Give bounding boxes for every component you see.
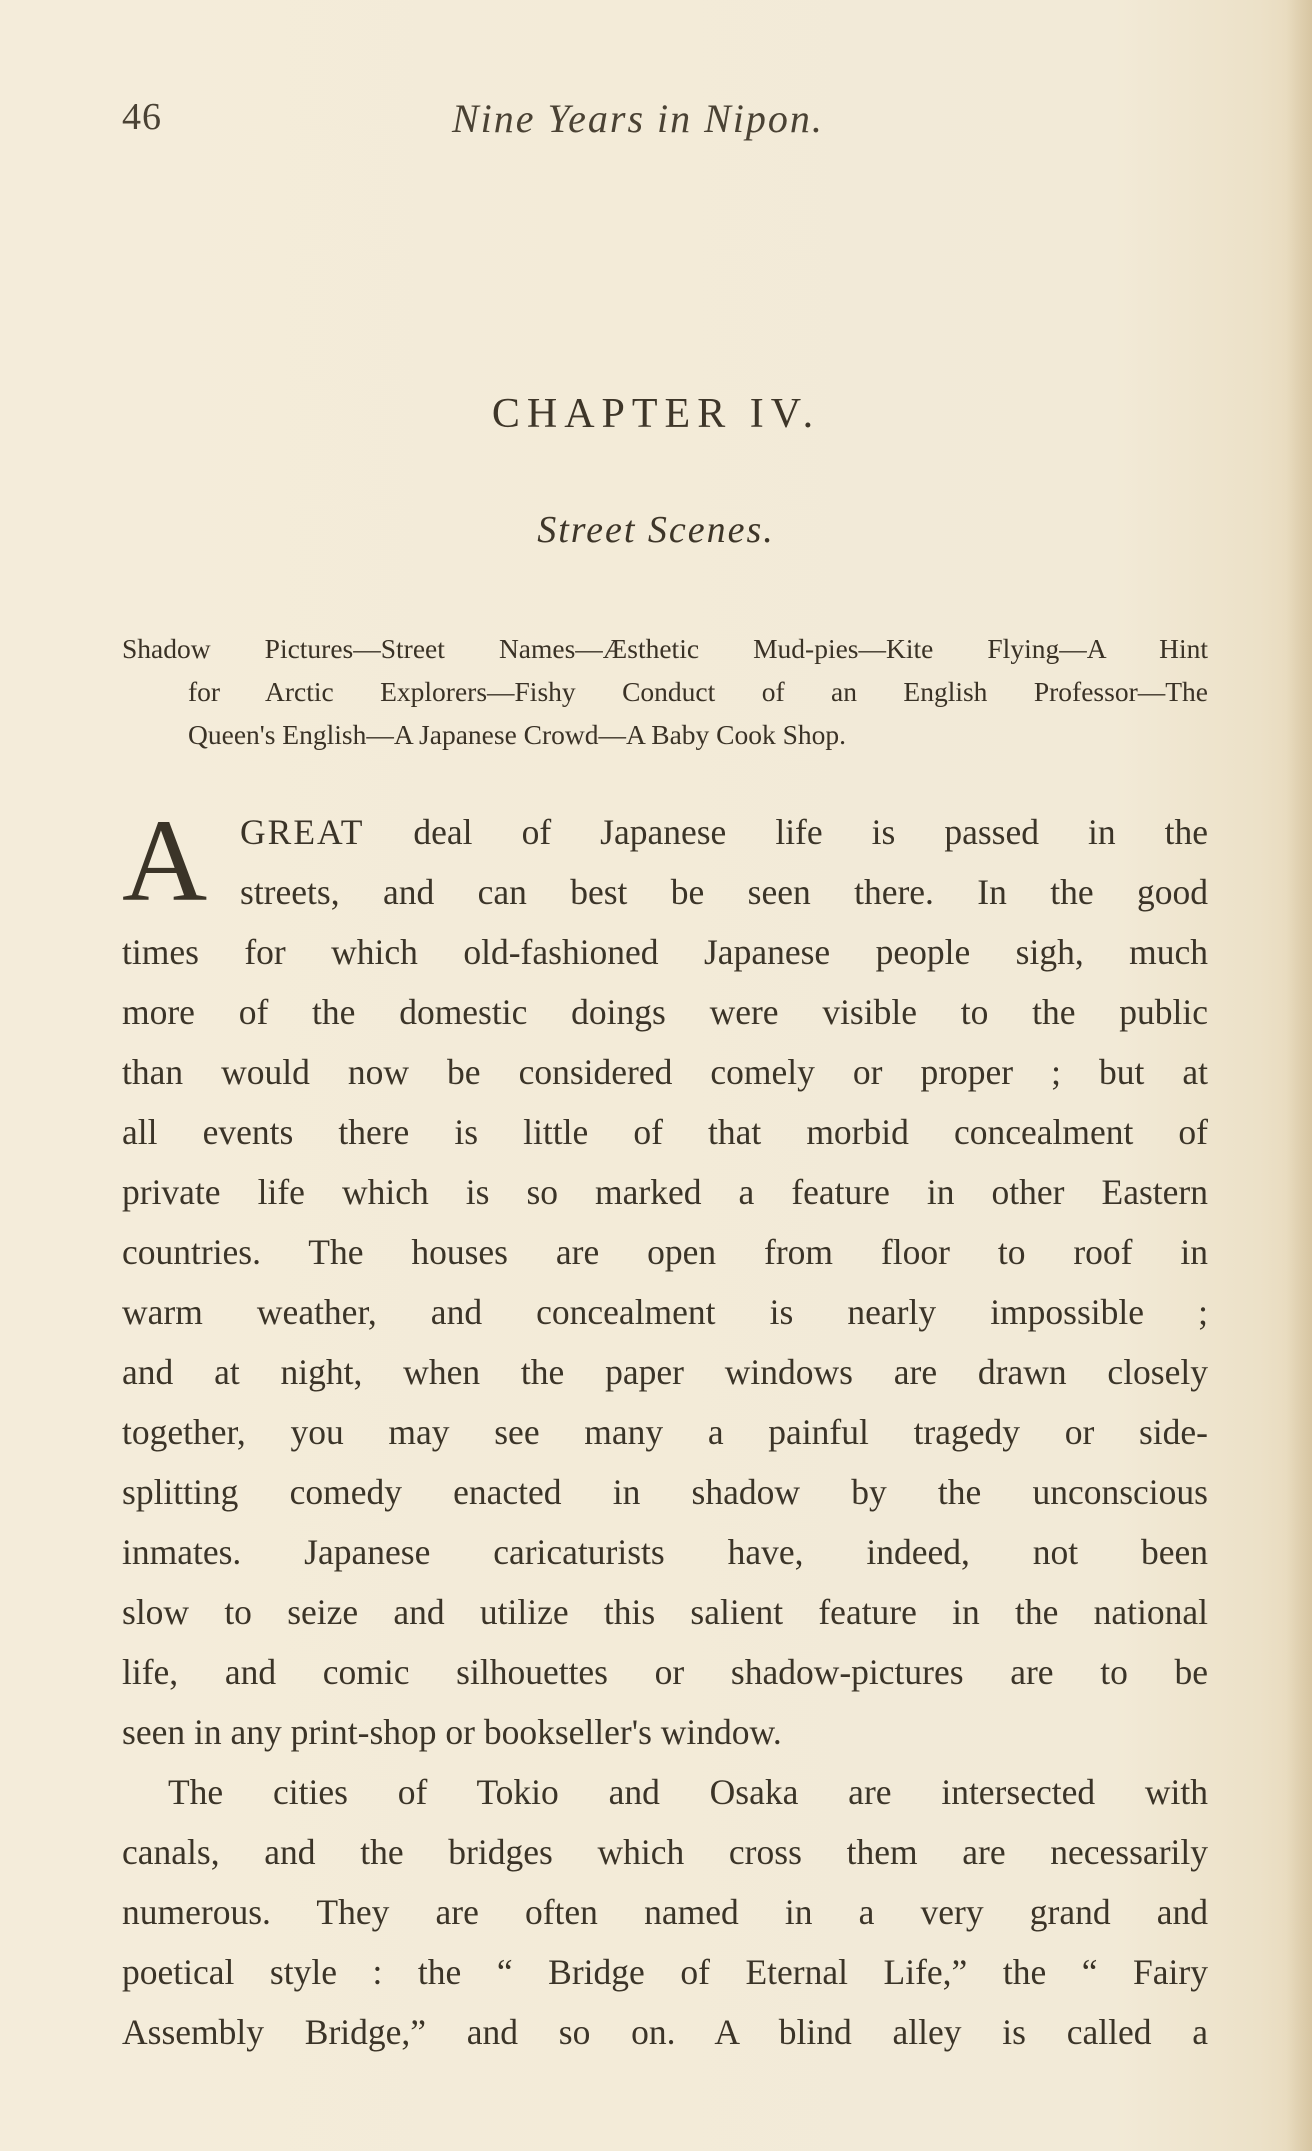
text-line: splitting comedy enacted in shadow by the unconscious — [122, 1472, 1208, 1512]
text-line: countries. The houses are open from floor to roof in — [122, 1232, 1208, 1272]
text-line: poetical style : the “ Bridge of Eternal Life,” the “ Fairy — [122, 1952, 1208, 1992]
text-line: together, you may see many a painful tragedy or side- — [122, 1412, 1208, 1452]
text-line: than would now be considered comely or proper ; but at — [122, 1052, 1208, 1092]
chapter-synopsis — [122, 627, 1208, 756]
text-line: The cities of Tokio and Osaka are intersected with — [168, 1772, 1208, 1812]
text-line: streets, and can best be seen there. In the good — [240, 872, 1208, 912]
text-line: Assembly Bridge,” and so on. A blind alley is called a — [122, 2012, 1208, 2052]
running-head — [122, 95, 1212, 155]
text-line: inmates. Japanese caricaturists have, indeed, not been — [122, 1532, 1208, 1572]
chapter-subtitle: Street Scenes. — [537, 509, 775, 551]
body-text — [122, 795, 1209, 2062]
text-line — [122, 802, 1208, 862]
text-line-rest: deal of Japanese life is passed in the — [413, 812, 1209, 852]
text-line: all events there is little of that morbid concealment of — [122, 1112, 1208, 1152]
text-line: times for which old-fashioned Japanese people sigh, much — [122, 932, 1208, 972]
page-number: 46 — [122, 96, 162, 138]
text-line: and at night, when the paper windows are drawn closely — [122, 1352, 1208, 1392]
text-line: slow to seize and utilize this salient feature in the national — [122, 1592, 1208, 1632]
chapter-title: CHAPTER IV. — [491, 391, 821, 437]
text-line: canals, and the bridges which cross them are necessarily — [122, 1832, 1208, 1872]
running-title: Nine Years in Nipon. — [452, 96, 824, 141]
text-line: seen in any print-shop or bookseller's window. — [122, 1712, 782, 1752]
opening-word: GREAT — [240, 812, 365, 852]
page-edge-shadow — [1286, 0, 1312, 2151]
text-line: life, and comic silhouettes or shadow-pictures are to be — [122, 1652, 1208, 1692]
synopsis-line: Shadow Pictures—Street Names—Æsthetic Mud-pies—Kite Flying—A Hint — [122, 633, 1208, 664]
text-line: warm weather, and concealment is nearly impossible ; — [122, 1292, 1208, 1332]
text-line: numerous. They are often named in a very grand and — [122, 1892, 1208, 1932]
text-line: private life which is so marked a feature in other Eastern — [122, 1172, 1208, 1212]
synopsis-line: Queen's English—A Japanese Crowd—A Baby Cook Shop. — [188, 719, 847, 750]
synopsis-line: for Arctic Explorers—Fishy Conduct of an English Professor—The — [188, 676, 1208, 707]
drop-cap: A — [122, 795, 208, 926]
text-line: more of the domestic doings were visible to the public — [122, 992, 1208, 1032]
